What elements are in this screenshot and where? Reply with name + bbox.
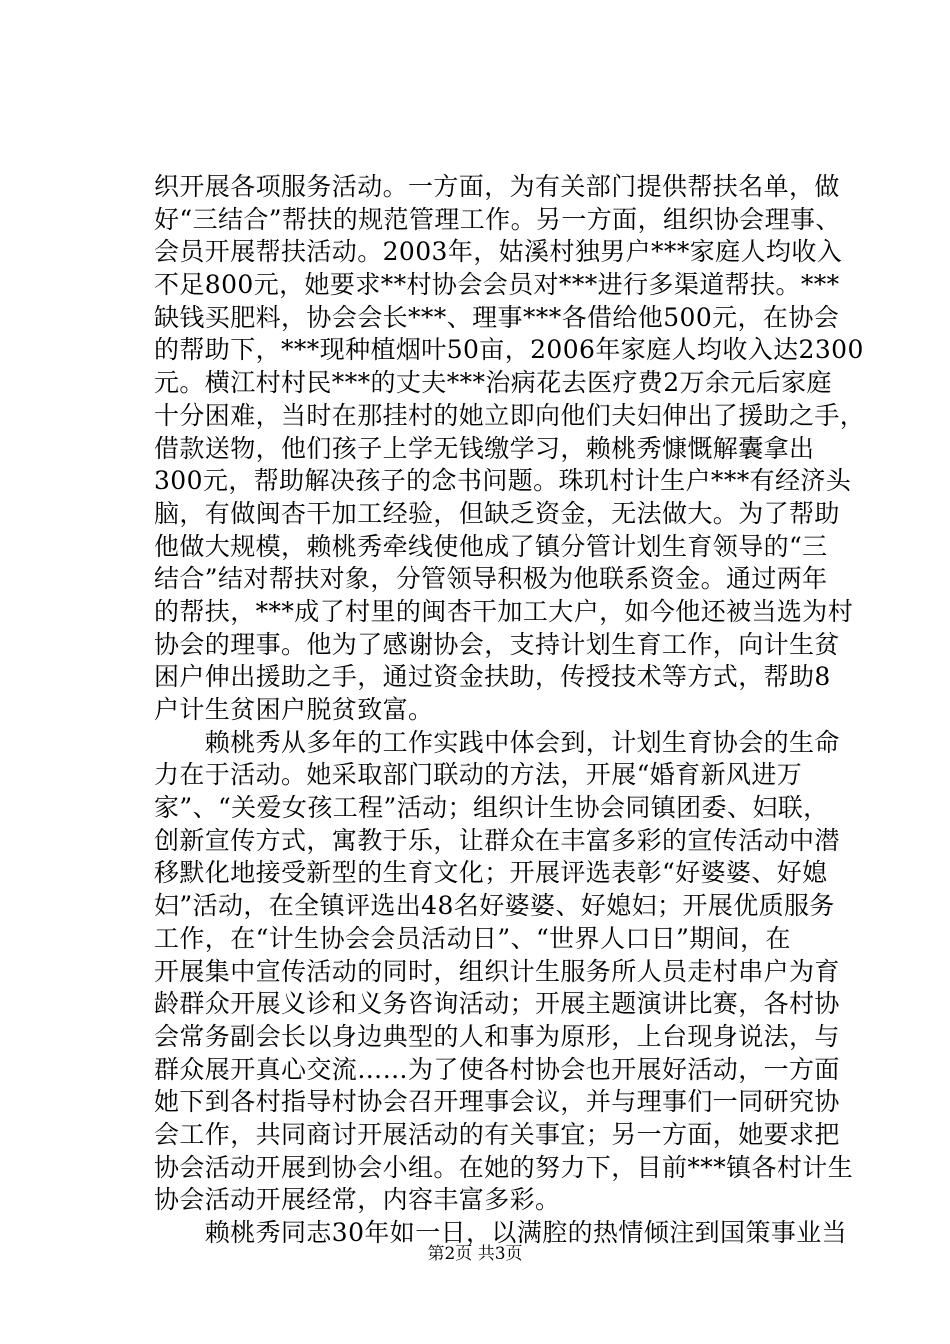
text-line: 妇”活动，在全镇评选出48名好婆婆、好媳妇；开展优质服务 [154, 891, 835, 921]
text-line: 群众展开真心交流……为了使各村协会也开展好活动，一方面 [154, 1054, 840, 1084]
text-line: 结合”结对帮扶对象，分管领导积极为他联系资金。通过两年 [154, 564, 828, 594]
body-text [154, 171, 866, 1250]
text-line: 300元，帮助解决孩子的念书问题。珠玑村计生户***有经济头 [154, 466, 852, 496]
text-line: 她下到各村指导村协会召开理事会议，并与理事们一同研究协 [154, 1087, 840, 1117]
text-line: 困户伸出援助之手，通过资金扶助，传授技术等方式，帮助8 [154, 662, 831, 692]
text-line: 移默化地接受新型的生育文化；开展评选表彰“好婆婆、好媳 [154, 858, 828, 888]
text-line: 创新宣传方式，寓教于乐，让群众在丰富多彩的宣传活动中潜 [154, 825, 840, 855]
text-line: 户计生贫困户脱贫致富。 [154, 695, 434, 724]
text-line: 会常务副会长以身边典型的人和事为原形，上台现身说法，与 [154, 1021, 840, 1051]
text-line: 协会活动开展到协会小组。在她的努力下，目前***镇各村计生 [154, 1152, 854, 1182]
text-line: 开展集中宣传活动的同时，组织计生服务所人员走村串户为育 [154, 956, 840, 986]
text-line: 的帮助下，***现种植烟叶50亩，2006年家庭人均收入达2300 [154, 335, 864, 365]
text-line: 力在于活动。她采取部门联动的方法，开展“婚育新风进万 [154, 760, 803, 790]
text-line: 脑，有做闽杏干加工经验，但缺乏资金，无法做大。为了帮助 [154, 498, 840, 528]
text-line: 协会活动开展经常，内容丰富多彩。 [154, 1185, 561, 1215]
text-line: 不足800元，她要求**村协会会员对***进行多渠道帮扶。*** [154, 270, 840, 300]
text-line: 十分困难，当时在那挂村的她立即向他们夫妇伸出了援助之手， [154, 400, 866, 430]
text-line: 缺钱买肥料，协会会长***、理事***各借给他500元，在协会 [154, 302, 840, 332]
text-line: 赖桃秀同志30年如一日，以满腔的热情倾注到国策事业当 [154, 1218, 848, 1247]
page-number: 第2页 共3页 [427, 1244, 523, 1264]
text-line: 元。横江村村民***的丈夫***治病花去医疗费2万余元后家庭 [154, 368, 832, 398]
page-footer [0, 1243, 950, 1265]
text-line: 赖桃秀从多年的工作实践中体会到，计划生育协会的生命 [154, 727, 840, 757]
text-line: 工作，在“计生协会会员活动日”、“世界人口日”期间，在 [154, 923, 791, 953]
text-line: 借款送物，他们孩子上学无钱缴学习，赖桃秀慷慨解囊拿出 [154, 433, 815, 463]
text-line: 会工作，共同商讨开展活动的有关事宜；另一方面，她要求把 [154, 1119, 840, 1149]
text-line: 家”、“关爱女孩工程”活动；组织计生协会同镇团委、妇联， [154, 793, 829, 823]
text-line: 协会的理事。他为了感谢协会，支持计划生育工作，向计生贫 [154, 629, 840, 659]
text-line: 会员开展帮扶活动。2003年，姑溪村独男户***家庭人均收入 [154, 237, 843, 267]
text-line: 好“三结合”帮扶的规范管理工作。另一方面，组织协会理事、 [154, 204, 841, 234]
text-line: 龄群众开展义诊和义务咨询活动；开展主题演讲比赛，各村协 [154, 989, 840, 1019]
text-line: 他做大规模，赖桃秀牵线使他成了镇分管计划生育领导的“三 [154, 531, 828, 561]
text-line: 织开展各项服务活动。一方面，为有关部门提供帮扶名单，做 [154, 172, 840, 201]
text-line: 的帮扶，***成了村里的闽杏干加工大户，如今他还被当选为村 [154, 596, 854, 626]
